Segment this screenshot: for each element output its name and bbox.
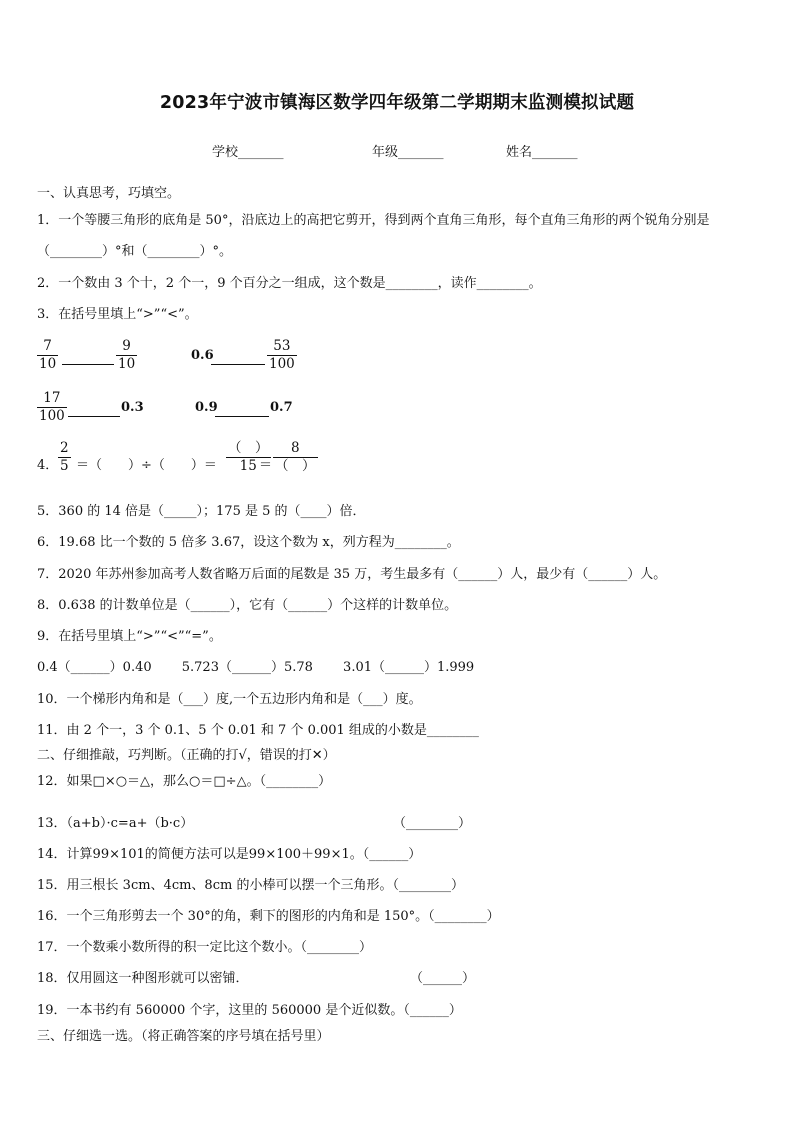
school-field: 学校_______ bbox=[212, 145, 284, 160]
section-1-heading: 一、认真思考，巧填空。 bbox=[37, 186, 181, 201]
question-19: 19．一本书约有 560000 个字，这里的 560000 是个近似数。（______） bbox=[37, 1003, 462, 1018]
question-4-equals: ＝ bbox=[259, 458, 273, 473]
question-13-blank: （________） bbox=[393, 816, 472, 831]
fraction-17-100: $\frac{17}{100}$ bbox=[39, 390, 65, 424]
question-16: 16．一个三角形剪去一个 30°的角，剩下的图形的内角和是 150°。（________） bbox=[37, 909, 500, 924]
fraction-blank-15: （ ） 15 bbox=[228, 440, 269, 474]
question-14: 14．计算99×101的简便方法可以是99×100＋99×1。（______） bbox=[37, 847, 422, 862]
question-2: 2．一个数由 3 个十，2 个一，9 个百分之一组成，这个数是________，读作________。 bbox=[37, 276, 542, 291]
fraction-8-blank: 8 （ ） bbox=[275, 440, 316, 474]
question-4-division: ＝（ ）÷（ ）＝ bbox=[76, 458, 217, 473]
question-6: 6．19.68 比一个数的 5 倍多 3.67，设这个数为 x，列方程为________。 bbox=[37, 535, 460, 550]
answer-blank[interactable] bbox=[62, 352, 114, 365]
question-11: 11．由 2 个一，3 个 0.1、5 个 0.01 和 7 个 0.001 组成的小数是________ bbox=[37, 723, 479, 738]
grade-field: 年级_______ bbox=[372, 145, 444, 160]
fraction-2-5: $\frac{2}{5}$ bbox=[60, 440, 69, 474]
question-7: 7．2020 年苏州参加高考人数省略万后面的尾数是 35 万，考生最多有（______）人，最少有（______）人。 bbox=[37, 567, 667, 582]
fraction-9-10: $\frac{9}{10}$ bbox=[118, 338, 136, 372]
fraction-53-100: $\frac{53}{100}$ bbox=[269, 338, 295, 372]
question-18-blank: （______） bbox=[410, 971, 476, 986]
value-0-3: 0.3 bbox=[121, 400, 144, 415]
answer-blank[interactable] bbox=[68, 404, 120, 417]
question-8: 8．0.638 的计数单位是（______），它有（______）个这样的计数单位。 bbox=[37, 598, 458, 613]
question-3: 3．在括号里填上“>”“<”。 bbox=[37, 307, 198, 322]
question-13: 13．（a+b）·c=a+（b·c） bbox=[37, 816, 194, 831]
section-2-heading: 二、仔细推敲，巧判断。（正确的打√，错误的打✕） bbox=[37, 748, 336, 763]
answer-blank[interactable] bbox=[215, 404, 269, 417]
fraction-7-10: $\frac{7}{10}$ bbox=[39, 338, 57, 372]
question-15: 15．用三根长 3cm、4cm、8cm 的小棒可以摆一个三角形。（________） bbox=[37, 878, 464, 893]
question-4-number: 4． bbox=[37, 458, 59, 473]
question-17: 17．一个数乘小数所得的积一定比这个数小。（________） bbox=[37, 940, 373, 955]
name-field: 姓名_______ bbox=[506, 145, 578, 160]
value-0-6: 0.6 bbox=[191, 348, 214, 363]
page-title: 2023年宁波市镇海区数学四年级第二学期期末监测模拟试题 bbox=[159, 93, 635, 113]
value-0-7: 0.7 bbox=[270, 400, 293, 415]
question-9: 9．在括号里填上“>”“<”“=”。 bbox=[37, 629, 222, 644]
question-10: 10．一个梯形内角和是（___）度,一个五边形内角和是（___）度。 bbox=[37, 692, 422, 707]
value-0-9: 0.9 bbox=[195, 400, 218, 415]
question-18: 18．仅用圆这一种图形就可以密铺． bbox=[37, 971, 249, 986]
answer-blank[interactable] bbox=[211, 352, 265, 365]
question-12: 12．如果□×○＝△，那么○＝□÷△。（________） bbox=[37, 774, 332, 789]
question-9-items: 0.4（______）0.40 5.723（______）5.78 3.01（______）1.999 bbox=[37, 660, 475, 675]
section-3-heading: 三、仔细选一选。（将正确答案的序号填在括号里） bbox=[37, 1029, 330, 1044]
question-1-line-2: （________）°和（________）°。 bbox=[37, 244, 233, 259]
question-5: 5．360 的 14 倍是（_____）；175 是 5 的（____）倍． bbox=[37, 504, 366, 519]
question-1-line-1: 1．一个等腰三角形的底角是 50°，沿底边上的高把它剪开，得到两个直角三角形，每个直角三角形的两个锐角分别是 bbox=[37, 213, 710, 228]
